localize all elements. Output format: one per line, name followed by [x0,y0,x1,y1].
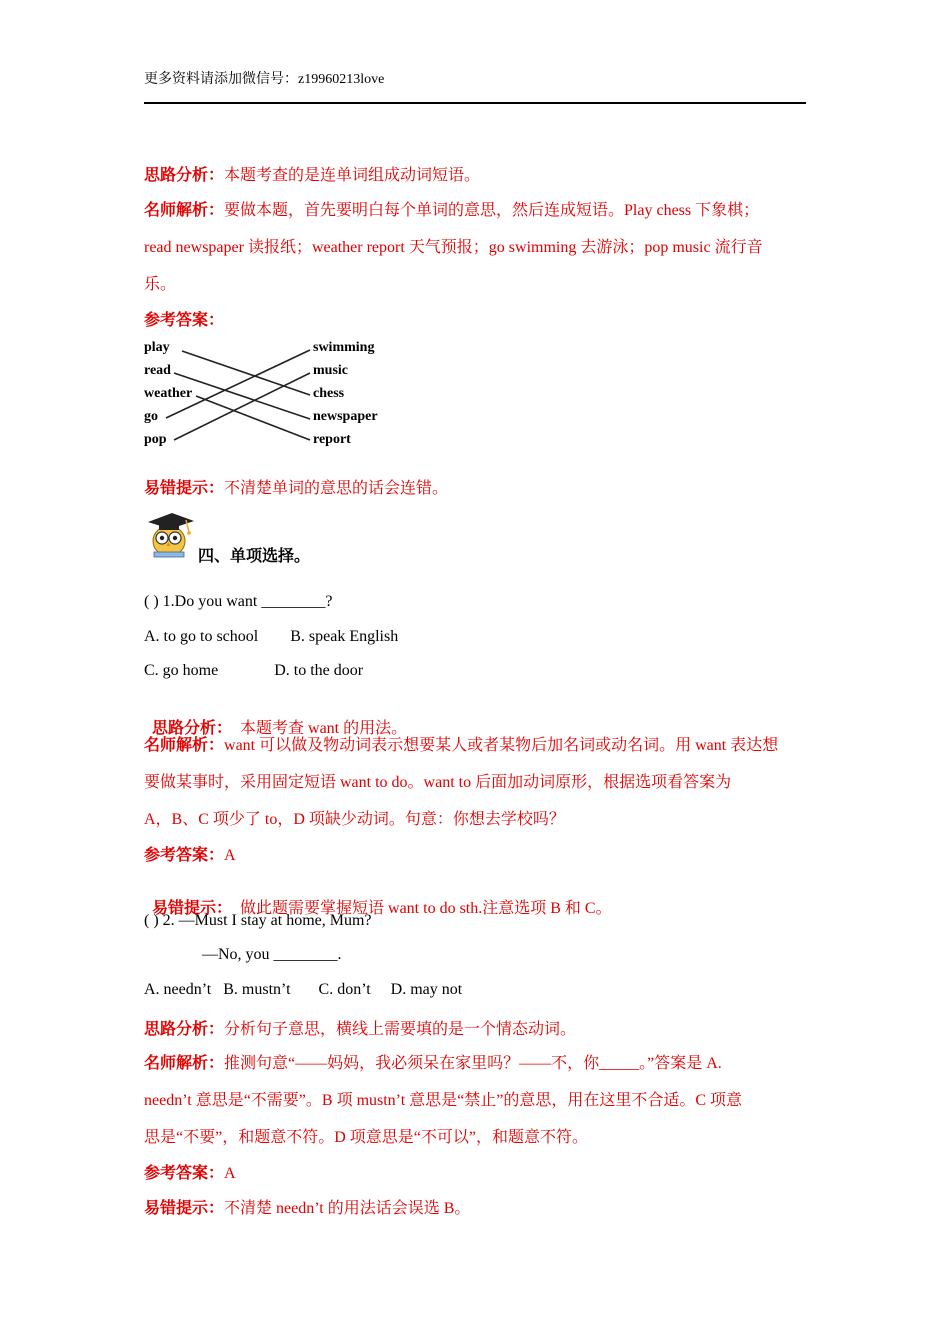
label: 名师解析： [144,1055,225,1072]
text: 要做本题，首先要明白每个单词的意思，然后连成短语。Play chess 下象棋； [224,202,760,219]
match-left-word: go [144,409,158,424]
q1-question: ( ) 1.Do you want ________? [144,593,333,610]
match-left-word: read [144,363,171,378]
label: 思路分析： [152,720,233,737]
match-right-word: chess [313,386,345,401]
q3-teacher-line-2: read newspaper 读报纸；weather report 天气预报；go swimming 去游泳；pop music 流行音 [144,239,763,256]
label: 参考答案： [144,312,225,329]
q1-teacher-line-1 [144,732,806,755]
label: 思路分析： [144,167,225,184]
q3-tip [144,475,806,498]
q2-tip [144,1195,806,1218]
label: 名师解析： [144,737,225,754]
q3-teacher-line-3: 乐。 [144,276,177,293]
text: 不清楚 needn’t 的用法话会误选 B。 [224,1200,471,1217]
text: 分析句子意思，横线上需要填的是一个情态动词。 [224,1021,577,1038]
q1-answer [144,842,806,865]
match-left-word: pop [144,432,167,447]
text: A [224,1165,236,1182]
q1-options-row-1: A. to go to school B. speak English [144,628,399,645]
q3-teacher-line-1 [144,197,806,220]
q2-teacher-line-1 [144,1050,806,1073]
q2-answer [144,1160,806,1183]
label: 易错提示： [144,480,225,497]
label: 思路分析： [144,1021,225,1038]
label: 易错提示： [152,900,233,917]
q2-options: A. needn’t B. mustn’t C. don’t D. may not [144,981,463,998]
q3-answer-label [144,307,806,330]
line-pop-music [174,373,310,440]
label: 名师解析： [144,202,225,219]
q1-options-row-2: C. go home D. to the door [144,662,364,679]
q2-analysis [144,1016,806,1039]
owl-scholar-icon [142,504,196,558]
header-text: 更多资料请添加微信号：z19960213love [144,72,385,87]
header-divider [144,102,806,104]
section-title: 四、单项选择。 [198,548,311,565]
text: want 可以做及物动词表示想要某人或者某物后加名词或动名词。用 want 表达想 [224,737,779,754]
match-right-word: newspaper [313,409,378,424]
match-right-word: report [313,432,351,447]
q1-teacher-line-3: A，B、C 项少了 to，D 项缺少动词。句意：你想去学校吗？ [144,811,565,828]
match-left-word: weather [144,386,193,401]
matching-answer-diagram [144,338,384,456]
text: 不清楚单词的意思的话会连错。 [224,480,449,497]
label: 参考答案： [144,847,225,864]
text: 做此题需要掌握短语 want to do sth.注意选项 B 和 C。 [232,900,612,917]
text: A [224,847,236,864]
q2-teacher-line-2: needn’t 意思是“不需要”。B 项 mustn’t 意思是“禁止”的意思，用在这里不合适。C 项意 [144,1092,743,1109]
q2-question: ( ) 2. —Must I stay at home, Mum? [144,912,372,929]
match-left-word: play [144,340,170,355]
q3-analysis [144,162,806,185]
text: 本题考查 want 的用法。 [232,720,408,737]
line-weather-report [196,396,310,440]
match-right-word: swimming [313,340,375,355]
q2-reply: —No, you ________. [202,946,342,963]
text: 推测句意“——妈妈，我必须呆在家里吗？——不，你_____。”答案是 A. [224,1055,722,1072]
line-play-chess [182,351,310,395]
text: 本题考查的是连单词组成动词短语。 [224,167,481,184]
q2-teacher-line-3: 思是“不要”，和题意不符。D 项意思是“不可以”，和题意不符。 [144,1129,588,1146]
line-read-newspaper [174,373,310,419]
label: 易错提示： [144,1200,225,1217]
label: 参考答案： [144,1165,225,1182]
q1-teacher-line-2: 要做某事时，采用固定短语 want to do。want to 后面加动词原形，根据选项看答案为 [144,774,732,791]
match-right-word: music [313,363,348,378]
